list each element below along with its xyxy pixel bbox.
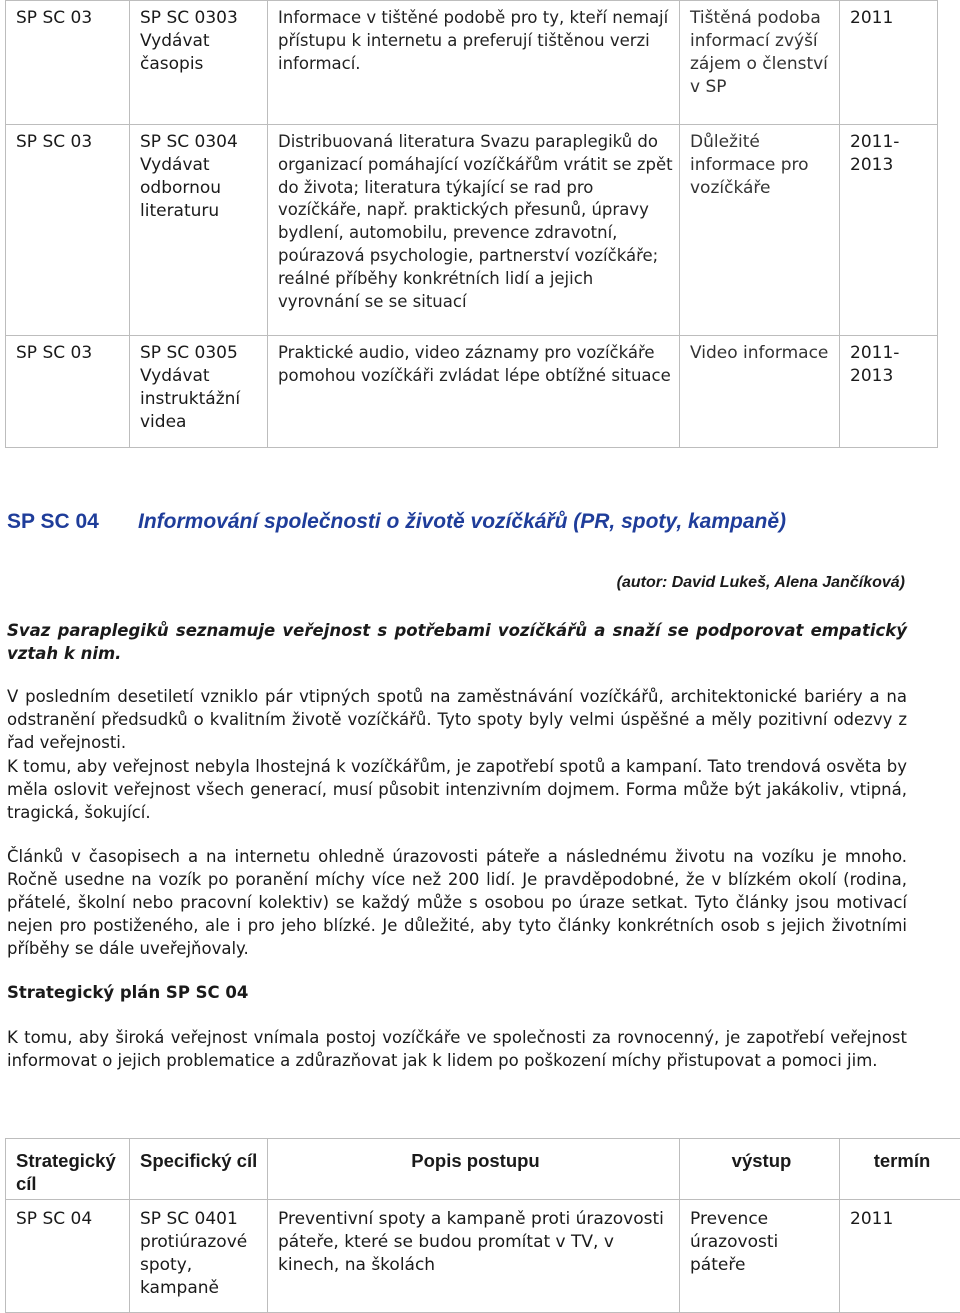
authors-line: (autor: David Lukeš, Alena Jančíková) [617,574,905,592]
specific-goal-cell [130,336,268,448]
table-row [6,1200,960,1313]
specific-text: Vydávat časopis [140,30,261,76]
table-row [6,125,938,336]
term-cell: 2011 [840,1200,960,1313]
output-cell: Prevence úrazovosti páteře [680,1200,840,1313]
term-cell: 2011-2013 [840,336,938,448]
specific-goal-cell [130,125,268,336]
top-plan-table [5,0,938,448]
paragraph-plan: K tomu, aby široká veřejnost vnímala postoj vozíčkáře ve společnosti za rovnocenný, je zapotřebí veřejnost informovat o jejich problematice a zdůrazňovat jak k lidem po poškození míchy přistupovat a pomoci jim. [7,1027,907,1073]
table-row [6,1,938,125]
strategic-plan-heading: Strategický plán SP SC 04 [7,982,907,1005]
paragraph-campaigns: K tomu, aby veřejnost nebyla lhostejná k vozíčkářům, je zapotřebí spotů a kampaní. Tato trendová osvěta by měla oslovit veřejnost všech generací, musí působit intenzivním dojmem. Forma může být jakákoliv, vtipná, tragická, šokující. [7,756,907,825]
description-cell: Preventivní spoty a kampaně proti úrazovosti páteře, které se budou promítat v TV, v kinech, na školách [268,1200,680,1313]
goal-cell: SP SC 03 [6,336,130,448]
term-cell: 2011 [840,1,938,125]
section-code: SP SC 04 [7,510,99,534]
specific-text: Vydávat odbornou literaturu [140,154,261,223]
output-cell: Důležité informace pro vozíčkáře [680,125,840,336]
section-title: Informování společnosti o životě vozíčkářů (PR, spoty, kampaně) [138,510,786,534]
lead-paragraph: Svaz paraplegiků seznamuje veřejnost s potřebami vozíčkářů a snaží se podporovat empatický vztah k nim. [7,620,907,666]
description-cell: Distribuovaná literatura Svazu paraplegiků do organizací pomáhající vozíčkářům vrátit se zpět do života; literatura týkající se rad pro vozíčkáře, např. praktických přesunů, úpravy bydlení, automobilu, prevence zdravotní, poúrazová psychologie, partnerství vozíčkáře; reálné příběhy konkrétních lidí a jejich vyrovnání se se situací [268,125,680,336]
header-output: výstup [680,1139,840,1200]
specific-code: SP SC 0304 [140,131,261,154]
header-term: termín [840,1139,960,1200]
paragraph-articles: Článků v časopisech a na internetu ohledně úrazovosti páteře a následnému životu na vozíku je mnoho. Ročně usedne na vozík po poranění míchy více než 200 lidí. Je pravděpodobné, že v blízkém okolí (rodina, přátelé, školní nebo pracovní kolektiv) se každý může s osobou po úraze setkat. Tyto články jsou motivací nejen pro postiženého, ale i pro jeho blízké. Je důležité, aby tyto články konkrétních osob s jejich životními příběhy se dále uveřejňovaly. [7,846,907,961]
description-cell: Informace v tištěné podobě pro ty, kteří nemají přístupu k internetu a preferují tištěnou verzi informací. [268,1,680,125]
term-cell: 2011-2013 [840,125,938,336]
specific-goal-cell: SP SC 0401 protiúrazové spoty, kampaně [130,1200,268,1313]
specific-code: SP SC 0305 [140,342,261,365]
output-cell: Tištěná podoba informací zvýší zájem o členství v SP [680,1,840,125]
goal-cell: SP SC 04 [6,1200,130,1313]
table-header-row [6,1139,960,1200]
header-goal: Strategický cíl [6,1139,130,1200]
goal-cell: SP SC 03 [6,1,130,125]
bottom-plan-table [5,1138,960,1313]
description-cell: Praktické audio, video záznamy pro vozíčkáře pomohou vozíčkáři zvládat lépe obtížné situace [268,336,680,448]
header-specific: Specifický cíl [130,1139,268,1200]
specific-text: Vydávat instruktážní videa [140,365,261,434]
goal-cell: SP SC 03 [6,125,130,336]
output-cell: Video informace [680,336,840,448]
paragraph-spots: V posledním desetiletí vzniklo pár vtipných spotů na zaměstnávání vozíčkářů, architektonické bariéry a na odstranění předsudků o kvalitním životě vozíčkářů. Tyto spoty byly velmi úspěšné a měly pozitivní odezvy z řad veřejnosti. [7,686,907,755]
header-description: Popis postupu [268,1139,680,1200]
specific-goal-cell [130,1,268,125]
specific-code: SP SC 0303 [140,7,261,30]
table-row [6,336,938,448]
